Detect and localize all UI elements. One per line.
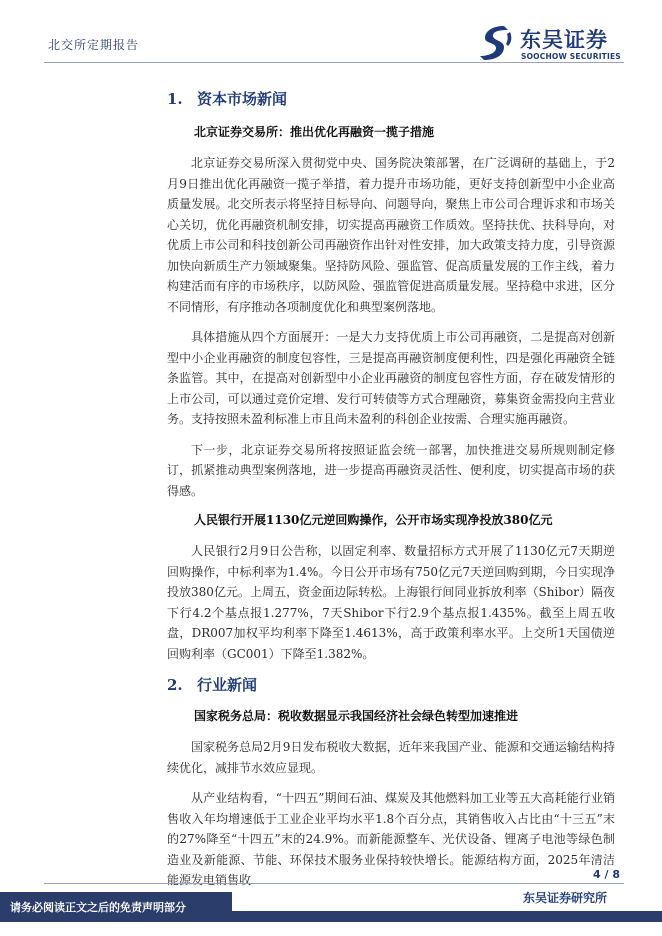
logo-name: 东吴证券 bbox=[520, 28, 608, 52]
report-type-label: 北交所定期报告 bbox=[48, 38, 140, 52]
footer-divider bbox=[44, 883, 624, 884]
disclaimer-banner bbox=[0, 892, 232, 922]
section-number: 2. bbox=[167, 676, 183, 694]
soochow-logo-icon bbox=[476, 22, 516, 62]
section-title: 行业新闻 bbox=[197, 676, 258, 694]
institute-name: 东吴证券研究所 bbox=[523, 891, 608, 905]
report-body bbox=[167, 82, 615, 901]
section-title: 资本市场新闻 bbox=[197, 90, 288, 108]
company-logo bbox=[476, 22, 626, 64]
news-headline: 国家税务总局：税收数据显示我国经济社会绿色转型加速推进 bbox=[194, 709, 519, 723]
news-paragraph: 北京证券交易所深入贯彻党中央、国务院决策部署，在广泛调研的基础上，于2月9日推出优化再融资一揽子举措，着力提升市场功能，更好支持创新型中小企业高质量发展。北交所表示将坚持目标导向、问题导向，聚焦上市公司合理诉求和市场关心关切，优化再融资机制安排，切实提高再融资工作质效。坚持扶优、扶科导向，对优质上市公司和科技创新公司再融资作出针对性安排，加大政策支持力度，引导资源加快向新质生产力领域聚集。坚持防风险、强监管、促高质量发展的工作主线，着力构建活而有序的市场秩序，以防风险、强监管促进高质量发展。坚持稳中求进，区分不同情形，有序推动各项制度优化和典型案例落地。 bbox=[167, 156, 615, 314]
news-paragraph: 具体措施从四个方面展开：一是大力支持优质上市公司再融资，二是提高对创新型中小企业再融资的制度包容性，三是提高再融资制度便利性，四是强化再融资全链条监管。其中，在提高对创新型中小企业再融资的制度包容性方面，存在破发情形的上市公司，可以通过竞价定增、发行可转债等方式合理融资，募集资金需投向主营业务。支持按照未盈利标准上市且尚未盈利的科创企业按需、合理实施再融资。 bbox=[167, 330, 615, 426]
section-heading bbox=[167, 674, 615, 695]
disclaimer-text: 请务必阅读正文之后的免责声明部分 bbox=[10, 901, 186, 914]
logo-name-en: SOOCHOW SECURITIES bbox=[521, 52, 621, 61]
news-headline: 北京证券交易所：推出优化再融资一揽子措施 bbox=[194, 125, 435, 139]
section-heading bbox=[167, 88, 615, 109]
footer-bar bbox=[232, 911, 662, 922]
page-number: 4 / 8 bbox=[593, 868, 620, 881]
header-divider bbox=[44, 62, 624, 63]
news-paragraph: 国家税务总局2月9日发布税收大数据，近年来我国产业、能源和交通运输结构持续优化，减排节水效应显现。 bbox=[167, 740, 615, 775]
news-paragraph: 人民银行2月9日公告称，以固定利率、数量招标方式开展了1130亿元7天期逆回购操作，中标利率为1.4%。今日公开市场有750亿元7天逆回购到期，今日实现净投放380亿元。上周五，资金面边际转松。上海银行间同业拆放利率（Shibor）隔夜下行4.2个基点报1.277%，7天Shibor下行2.9个基点报1.435%。截至上周五收盘，DR007加权平均利率下降至1.4613%，高于政策利率水平。上交所1天国债逆回购利率（GC001）下降至1.382%。 bbox=[167, 544, 615, 661]
section-number: 1. bbox=[167, 90, 183, 108]
news-headline: 人民银行开展1130亿元逆回购操作，公开市场实现净投放380亿元 bbox=[194, 513, 553, 527]
news-paragraph: 从产业结构看，“十四五”期间石油、煤炭及其他燃料加工业等五大高耗能行业销售收入年均增速低于工业企业平均水平1.8个百分点，其销售收入占比由“十三五”末的27%降至“十四五”末的24.9%。而新能源整车、光伏设备、锂离子电池等绿色制造业及新能源、节能、环保技术服务业保持较快增长。能源结构方面，2025年清洁能源发电销售收 bbox=[167, 791, 615, 887]
news-paragraph: 下一步，北京证券交易所将按照证监会统一部署，加快推进交易所规则制定修订，抓紧推动典型案例落地，进一步提高再融资灵活性、便利度，切实提高市场的获得感。 bbox=[167, 442, 615, 498]
